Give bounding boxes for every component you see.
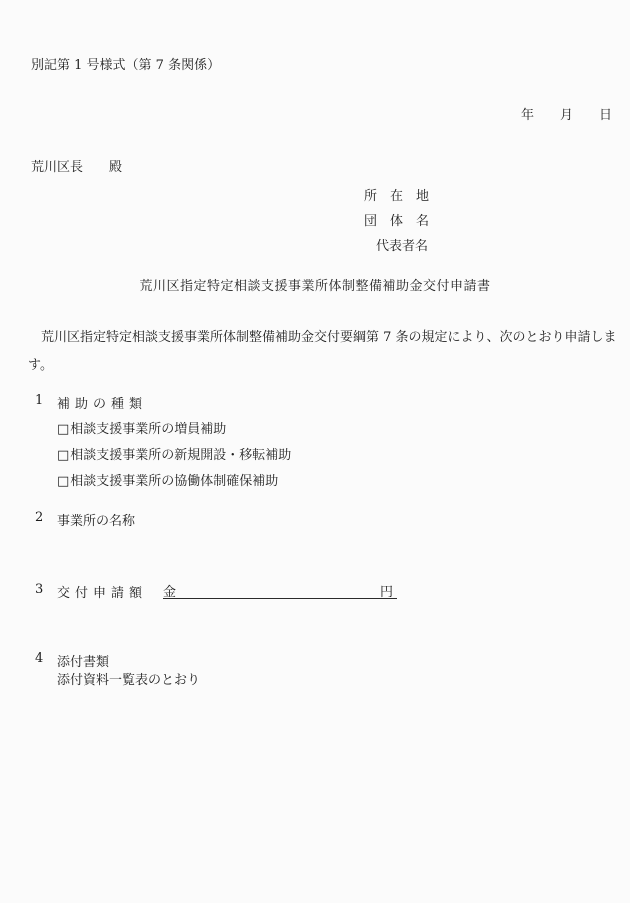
subsidy-type-label-1: 相談支援事業所の増員補助 — [70, 422, 227, 437]
body-paragraph: 荒川区指定特定相談支援事業所体制整備補助金交付要綱第 7 条の規定により、次のとおり申請します。 — [28, 330, 617, 373]
checkbox-icon: □ — [57, 422, 70, 437]
section-1-heading: 補助の種類 — [57, 397, 148, 412]
section-1-number: 1 — [35, 393, 44, 408]
subsidy-type-label-2: 相談支援事業所の新規開設・移転補助 — [70, 448, 292, 463]
attachment-note: 添付資料一覧表のとおり — [57, 673, 201, 688]
subsidy-type-item-1 — [57, 418, 226, 437]
amount-underline-field — [163, 581, 397, 599]
date-line: 年 月 日 — [521, 108, 613, 123]
section-2-number: 2 — [35, 510, 44, 525]
section-2-row — [0, 510, 630, 529]
subsidy-type-item-3 — [57, 470, 278, 489]
section-3-heading: 交付申請額 — [57, 586, 148, 601]
subsidy-type-item-2 — [57, 444, 291, 463]
section-4-number: 4 — [35, 651, 44, 666]
amount-unit: 円 — [379, 585, 393, 600]
section-2-heading: 事業所の名称 — [57, 514, 136, 529]
applicant-organization-label: 団 体 名 — [364, 214, 430, 229]
addressee: 荒川区長 殿 — [31, 160, 123, 175]
checkbox-icon: □ — [57, 474, 70, 489]
applicant-location-label: 所 在 地 — [364, 189, 430, 204]
subsidy-type-label-3: 相談支援事業所の協働体制確保補助 — [70, 474, 279, 489]
applicant-representative-label: 代表者名 — [376, 239, 429, 254]
form-number: 別記第 1 号様式（第 7 条関係） — [31, 58, 221, 73]
amount-prefix: 金 — [163, 585, 177, 600]
section-1-row — [0, 393, 630, 412]
document-title: 荒川区指定特定相談支援事業所体制整備補助金交付申請書 — [139, 279, 491, 294]
checkbox-icon: □ — [57, 448, 70, 463]
section-3-number: 3 — [35, 582, 44, 597]
section-4-heading: 添付書類 — [57, 655, 110, 670]
section-4-row — [0, 651, 630, 670]
